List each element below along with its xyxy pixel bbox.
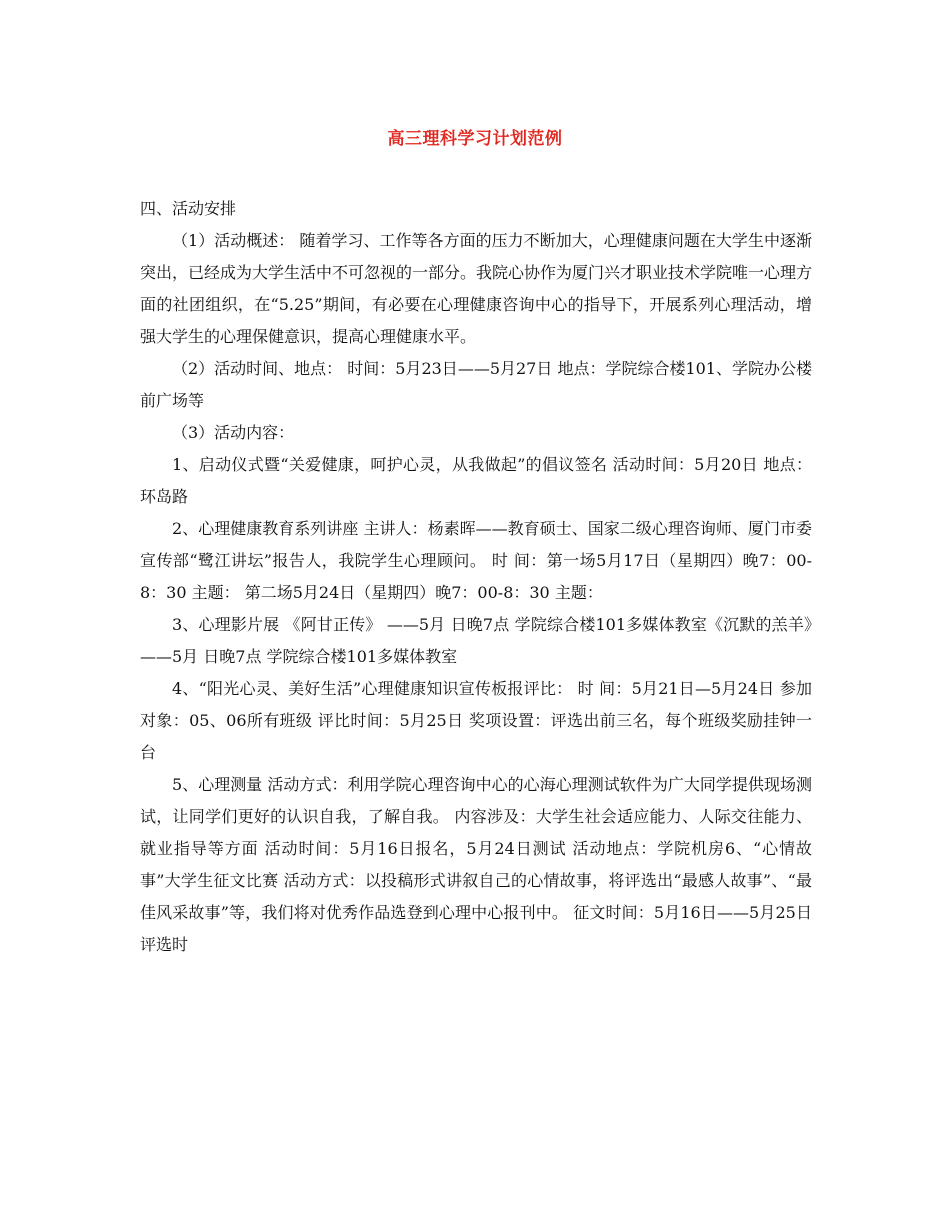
paragraph-content-heading: （3）活动内容： xyxy=(172,423,295,442)
paragraph-overview: （1）活动概述： 随着学习、工作等各方面的压力不断加大，心理健康问题在大学生中逐渐突出，已经成为大学生活中不可忽视的一部分。我院心协作为厦门兴才职业技术学院唯一心理方面的社团组织，在“5.25”期间，有必要在心理健康咨询中心的指导下，开展系列心理活动，增强大学生的心理保健意识，提高心理健康水平。 xyxy=(140,231,813,346)
section-heading: 四、活动安排 xyxy=(140,199,237,218)
paragraph-item-1: 1、启动仪式暨“关爱健康，呵护心灵，从我做起”的倡议签名 活动时间：5月20日 地点：环岛路 xyxy=(140,455,812,506)
document-body xyxy=(140,193,812,961)
paragraph-item-5: 5、心理测量 活动方式：利用学院心理咨询中心的心海心理测试软件为广大同学提供现场测试，让同学们更好的认识自我，了解自我。 内容涉及：大学生社会适应能力、人际交往能力、就业指导等方面 活动时间：5月16日报名，5月24日测试 活动地点：学院机房6、“心情故事”大学生征文比赛 活动方式：以投稿形式讲叙自己的心情故事，将评选出“最感人故事”、“最佳风采故事”等，我们将对优秀作品选登到心理中心报刊中。 征文时间：5月16日——5月25日 评选时 xyxy=(140,775,812,954)
paragraph-item-3: 3、心理影片展 《阿甘正传》 ——5月 日晚7点 学院综合楼101多媒体教室《沉默的羔羊》——5月 日晚7点 学院综合楼101多媒体教室 xyxy=(140,615,812,666)
paragraph-time-place: （2）活动时间、地点： 时间：5月23日——5月27日 地点：学院综合楼101、学院办公楼前广场等 xyxy=(140,359,812,410)
paragraph-item-2: 2、心理健康教育系列讲座 主讲人：杨素晖——教育硕士、国家二级心理咨询师、厦门市委宣传部“鹭江讲坛”报告人，我院学生心理顾问。 时 间：第一场5月17日（星期四）晚7：00-8：30 主题： 第二场5月24日（星期四）晚7：00-8：30 主题： xyxy=(140,519,812,602)
document-title: 高三理科学习计划范例 xyxy=(387,129,563,149)
paragraph-item-4: 4、“阳光心灵、美好生活”心理健康知识宣传板报评比： 时 间：5月21日—5月24日 参加对象：05、06所有班级 评比时间：5月25日 奖项设置：评选出前三名，每个班级奖励挂钟一台 xyxy=(140,679,812,762)
